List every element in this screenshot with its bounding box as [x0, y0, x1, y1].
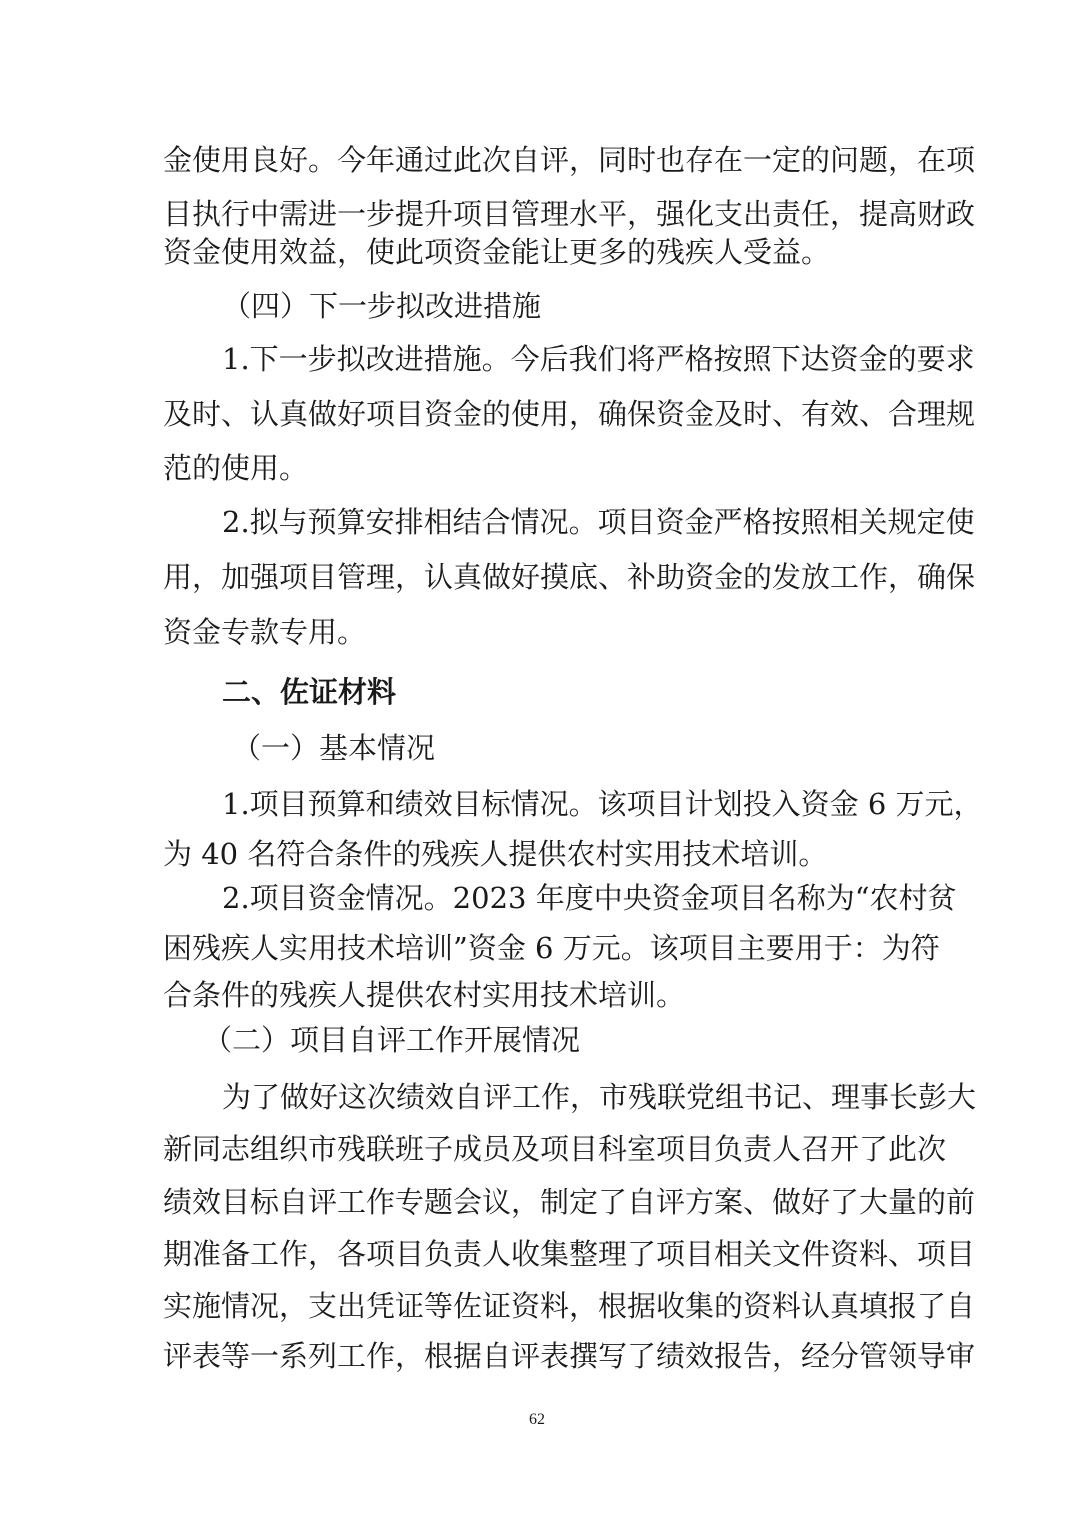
paragraph-line: 目执行中需进一步提升项目管理水平，强化支出责任，提高财政 — [163, 197, 976, 231]
paragraph-line: 为 40 名符合条件的残疾人提供农村实用技术培训。 — [163, 837, 828, 871]
paragraph-line: 绩效目标自评工作专题会议，制定了自评方案、做好了大量的前 — [163, 1185, 976, 1219]
paragraph-line: 新同志组织市残联班子成员及项目科室项目负责人召开了此次 — [163, 1132, 947, 1166]
paragraph-line: 资金专款专用。 — [163, 615, 367, 649]
paragraph-line: 2.拟与预算安排相结合情况。项目资金严格按照相关规定使 — [222, 505, 975, 539]
paragraph-line: 2.项目资金情况。2023 年度中央资金项目名称为“农村贫 — [222, 881, 957, 915]
paragraph-line: 为了做好这次绩效自评工作，市残联党组书记、理事长彭大 — [222, 1080, 977, 1114]
paragraph-line: 资金使用效益，使此项资金能让更多的残疾人受益。 — [163, 235, 831, 269]
page-number: 62 — [529, 1411, 545, 1428]
paragraph-line: 金使用良好。今年通过此次自评，同时也存在一定的问题，在项 — [163, 143, 976, 177]
paragraph-line: 评表等一系列工作，根据自评表撰写了绩效报告，经分管领导审 — [163, 1339, 976, 1373]
paragraph-line: 合条件的残疾人提供农村实用技术培训。 — [163, 978, 686, 1012]
paragraph-line: 1.项目预算和绩效目标情况。该项目计划投入资金 6 万元， — [222, 787, 983, 821]
paragraph-line: 期准备工作，各项目负责人收集整理了项目相关文件资料、项目 — [163, 1237, 976, 1271]
paragraph-line: 及时、认真做好项目资金的使用，确保资金及时、有效、合理规 — [163, 397, 976, 431]
paragraph-line: 困残疾人实用技术培训”资金 6 万元。该项目主要用于：为符 — [163, 931, 940, 965]
section-heading-1: （一）基本情况 — [232, 731, 436, 765]
paragraph-line: 用，加强项目管理，认真做好摸底、补助资金的发放工作，确保 — [163, 560, 976, 594]
paragraph-line: 实施情况，支出凭证等佐证资料，根据收集的资料认真填报了自 — [163, 1289, 976, 1323]
paragraph-line: 1.下一步拟改进措施。今后我们将严格按照下达资金的要求 — [222, 342, 975, 376]
chapter-heading: 二、佐证材料 — [222, 675, 397, 709]
section-heading-2: （二）项目自评工作开展情况 — [203, 1023, 581, 1057]
section-heading-4: （四）下一步拟改进措施 — [222, 289, 542, 323]
paragraph-line: 范的使用。 — [163, 451, 309, 485]
